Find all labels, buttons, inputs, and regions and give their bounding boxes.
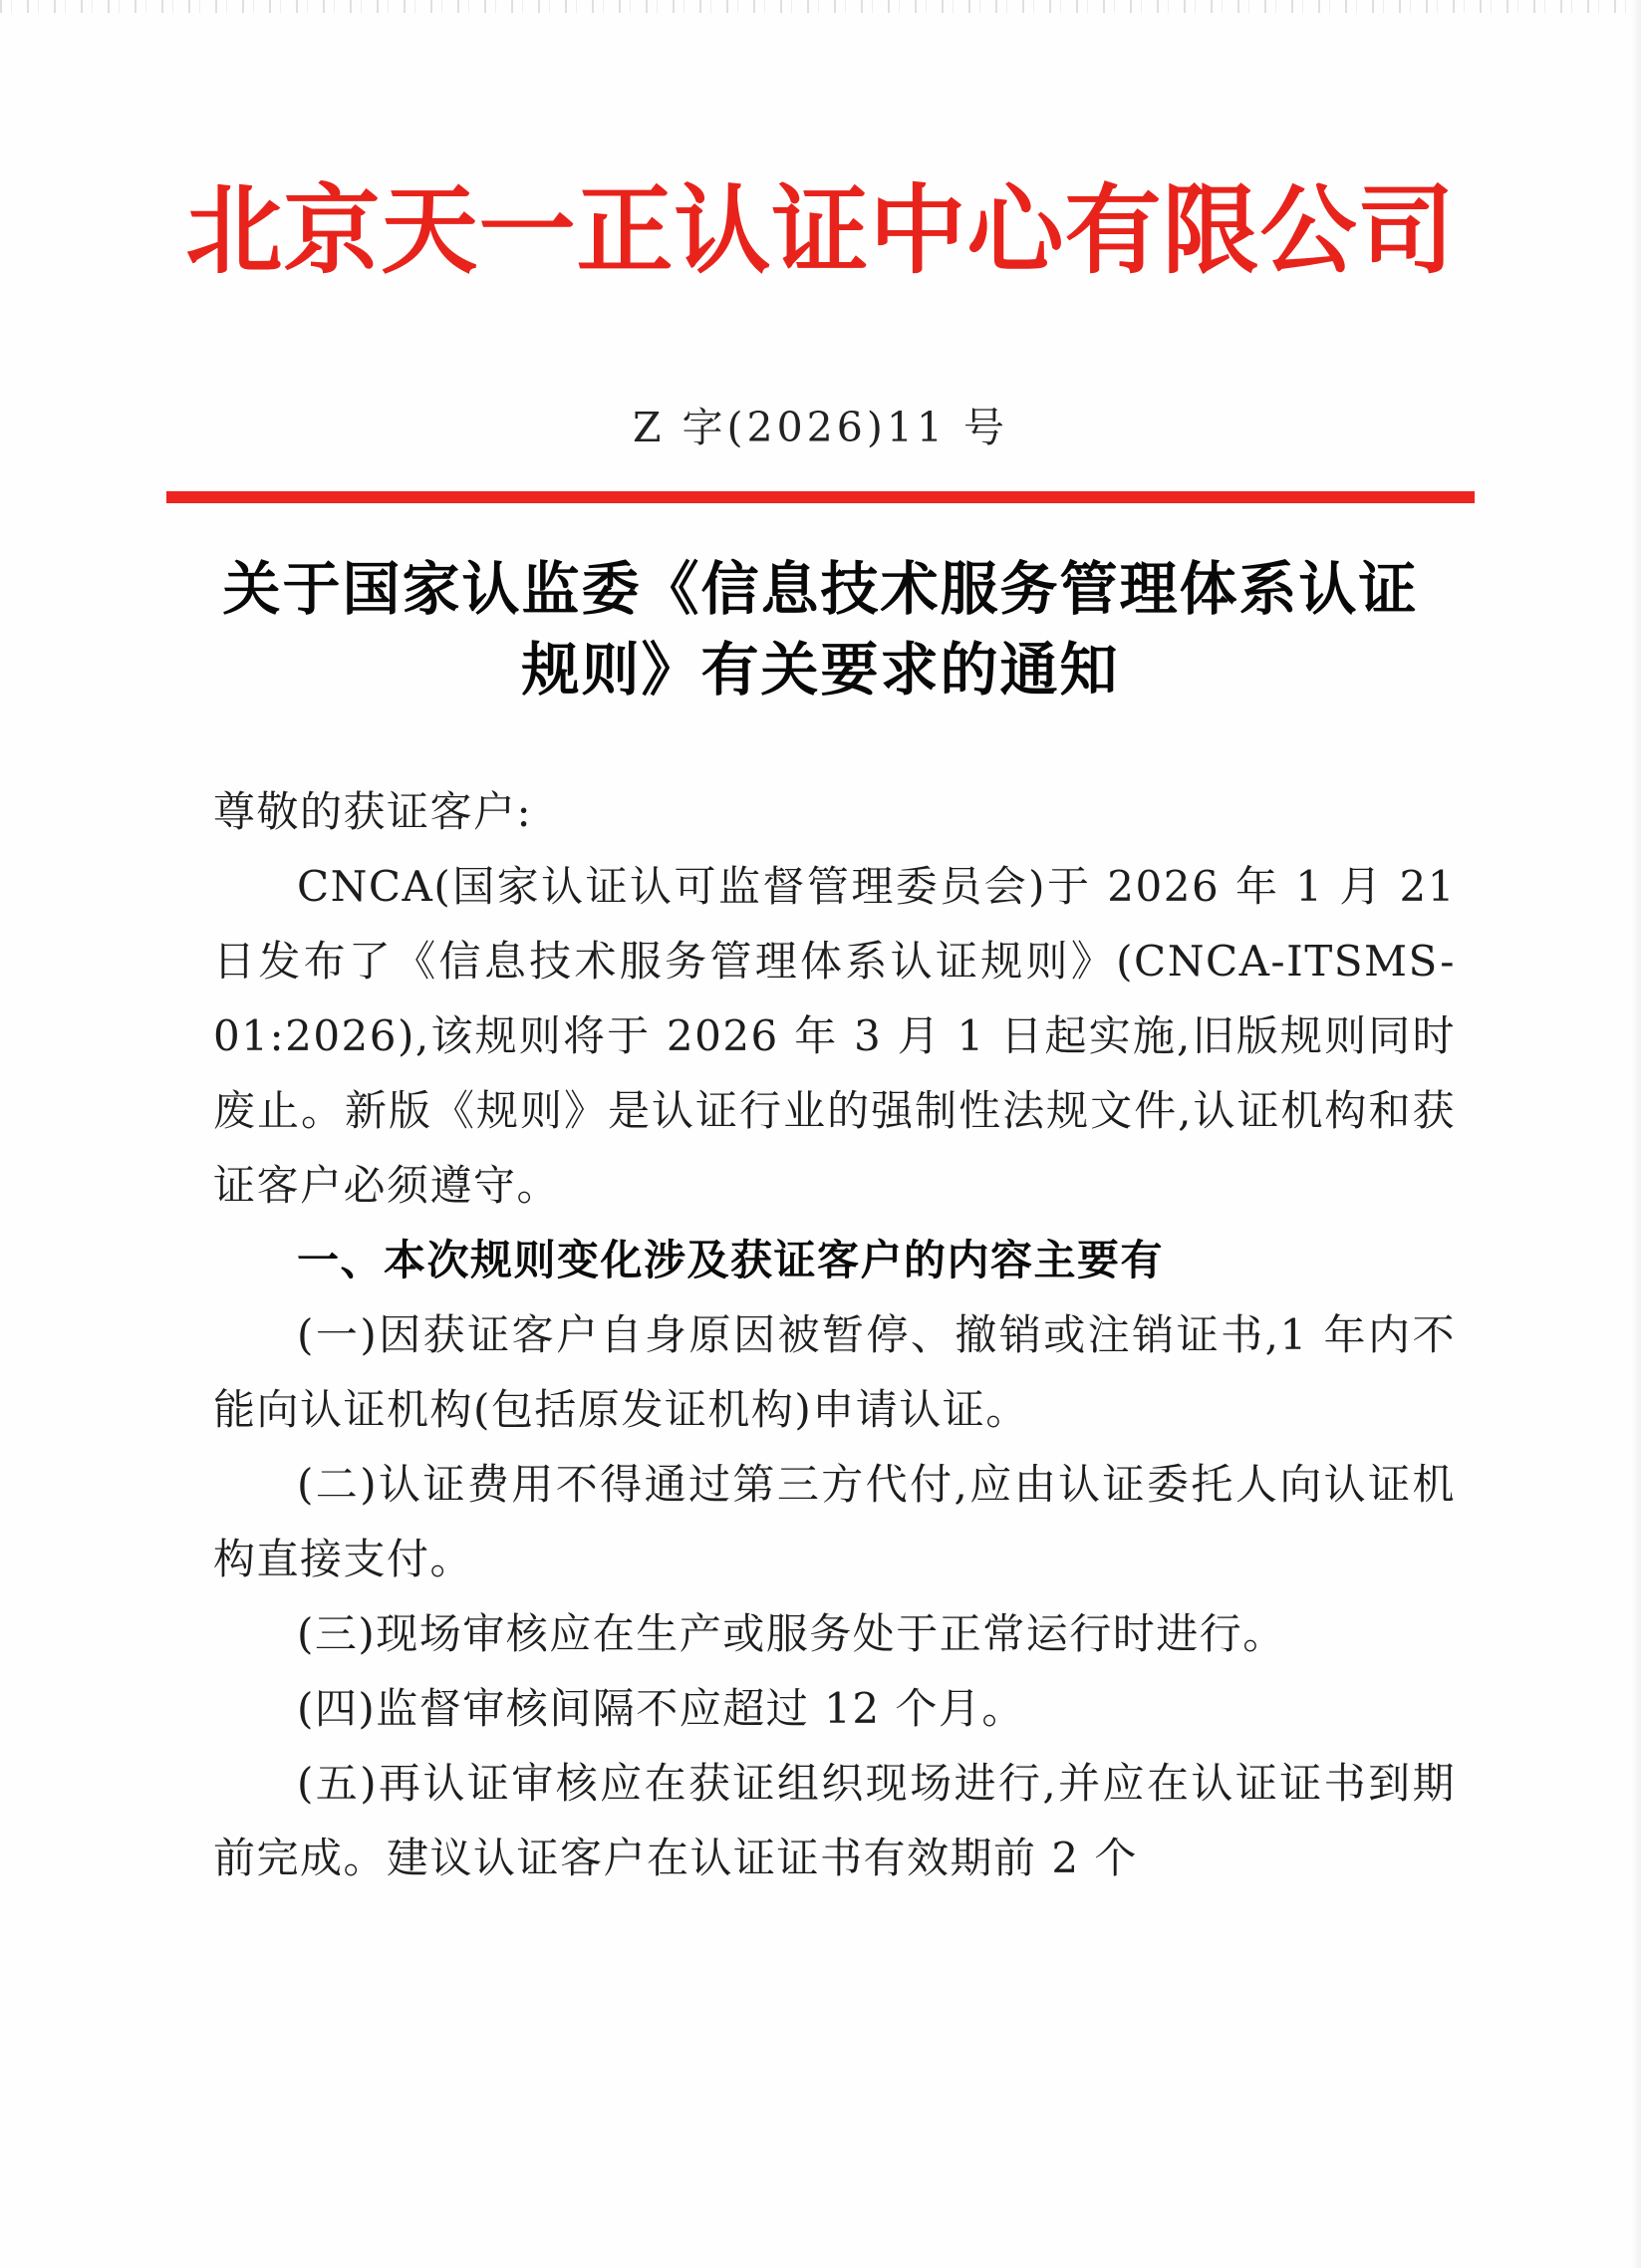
notice-item-2: (二)认证费用不得通过第三方代付,应由认证委托人向认证机构直接支付。	[213, 1460, 1456, 1584]
notice-title-line1: 关于国家认监委《信息技术服务管理体系认证	[222, 555, 1419, 624]
notice-item-3: (三)现场审核应在生产或服务处于正常运行时进行。	[297, 1609, 1286, 1659]
document-number: Z 字(2026)11 号	[632, 404, 1009, 452]
section-heading: 一、本次规则变化涉及获证客户的内容主要有	[297, 1236, 1165, 1285]
scan-edge-shadow	[1631, 0, 1641, 2268]
notice-item-4: (四)监督审核间隔不应超过 12 个月。	[297, 1684, 1025, 1734]
salutation: 尊敬的获证客户:	[213, 787, 533, 837]
notice-body	[213, 774, 1456, 1895]
scan-noise-strip	[0, 0, 1641, 13]
notice-item-1: (一)因获证客户自身原因被暂停、撤销或注销证书,1 年内不能向认证机构(包括原发证机构)申请认证。	[213, 1310, 1456, 1435]
notice-title	[0, 549, 1641, 710]
notice-title-line2: 规则》有关要求的通知	[521, 636, 1120, 705]
red-divider-line	[166, 491, 1475, 503]
notice-item-5: (五)再认证审核应在获证组织现场进行,并应在认证证书到期前完成。建议认证客户在认证证书有效期前 2 个	[213, 1759, 1456, 1883]
intro-paragraph: CNCA(国家认证认可监督管理委员会)于 2026 年 1 月 21 日发布了《信息技术服务管理体系认证规则》(CNCA-ITSMS-01:2026),该规则将于 2026 年 3 月 1 日起实施,旧版规则同时废止。新版《规则》是认证行业的强制性法规文件,认证机构和获证客户必须遵守。	[213, 862, 1456, 1211]
letterhead-company-name: 北京天一正认证中心有限公司	[185, 173, 1456, 287]
